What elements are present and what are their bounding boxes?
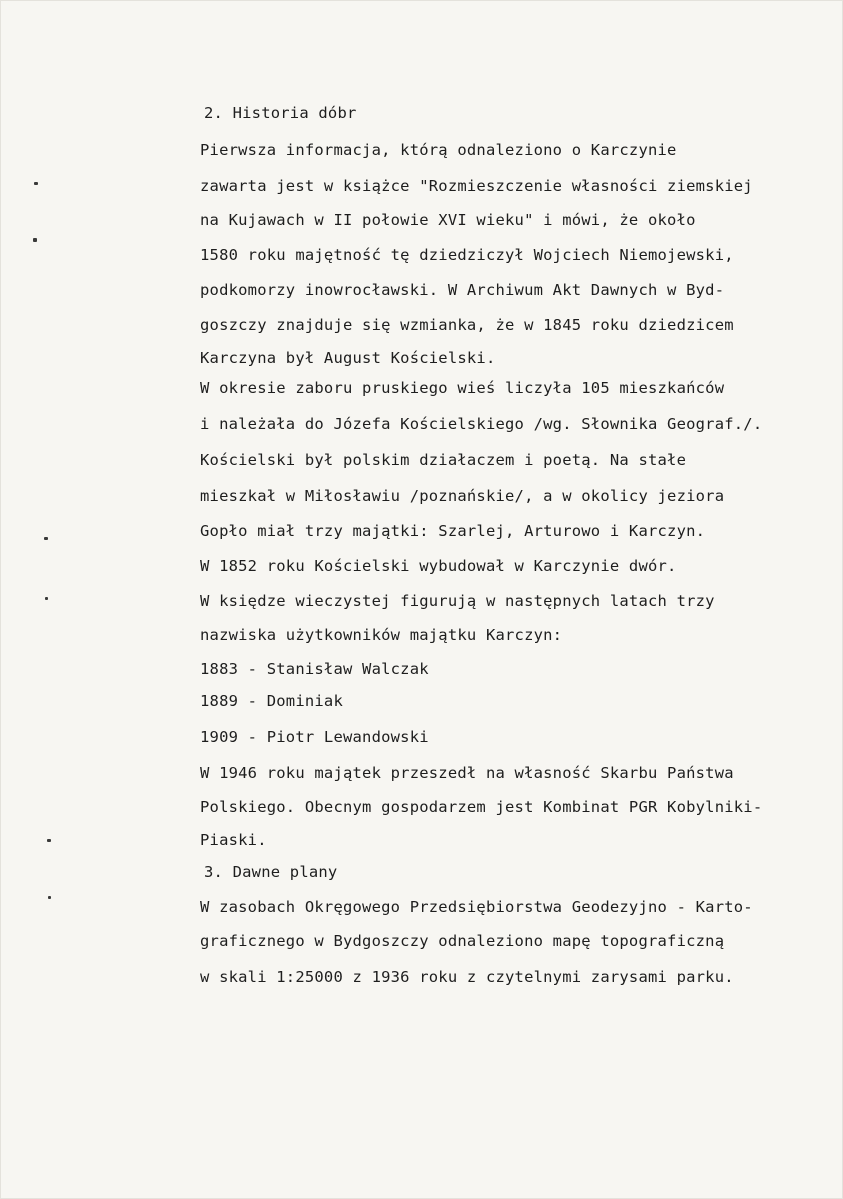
paragraph-line: W zasobach Okręgowego Przedsiębiorstwa Geodezyjno - Karto- <box>200 898 753 916</box>
paragraph-line: Pierwsza informacja, którą odnaleziono o Karczynie <box>200 141 677 159</box>
margin-mark <box>34 182 38 185</box>
paragraph-line: i należała do Józefa Kościelskiego /wg. Słownika Geograf./. <box>200 415 763 433</box>
paragraph-line: graficznego w Bydgoszczy odnaleziono mapę topograficzną <box>200 932 725 950</box>
paragraph-line: na Kujawach w II połowie XVI wieku" i mówi, że około <box>200 211 696 229</box>
section-heading-old-plans: 3. Dawne plany <box>204 863 338 881</box>
paragraph-line: W okresie zaboru pruskiego wieś liczyła 105 mieszkańców <box>200 379 725 397</box>
margin-mark <box>45 597 48 600</box>
margin-mark <box>33 238 37 242</box>
paragraph-line: Polskiego. Obecnym gospodarzem jest Kombinat PGR Kobylniki- <box>200 798 763 816</box>
paragraph-line: goszczy znajduje się wzmianka, że w 1845 roku dziedzicem <box>200 316 734 334</box>
paragraph-line: W 1852 roku Kościelski wybudował w Karczynie dwór. <box>200 557 677 575</box>
paragraph-line: podkomorzy inowrocławski. W Archiwum Akt Dawnych w Byd- <box>200 281 725 299</box>
paragraph-line: W 1946 roku majątek przeszedł na własność Skarbu Państwa <box>200 764 734 782</box>
paragraph-line: Kościelski był polskim działaczem i poetą. Na stałe <box>200 451 687 469</box>
margin-mark <box>47 839 51 842</box>
paragraph-line: Piaski. <box>200 831 267 849</box>
paragraph-line: Gopło miał trzy majątki: Szarlej, Arturowo i Karczyn. <box>200 522 706 540</box>
paragraph-line: zawarta jest w książce "Rozmieszczenie własności ziemskiej <box>200 177 753 195</box>
paragraph-line: w skali 1:25000 z 1936 roku z czytelnymi zarysami parku. <box>200 968 734 986</box>
paragraph-line: 1580 roku majętność tę dziedziczył Wojciech Niemojewski, <box>200 246 734 264</box>
paragraph-line: W księdze wieczystej figurują w następnych latach trzy <box>200 592 715 610</box>
owner-list-item: 1909 - Piotr Lewandowski <box>200 728 429 746</box>
owner-list-item: 1883 - Stanisław Walczak <box>200 660 429 678</box>
paragraph-line: nazwiska użytkowników majątku Karczyn: <box>200 626 563 644</box>
paragraph-line: Karczyna był August Kościelski. <box>200 349 496 367</box>
paragraph-line: mieszkał w Miłosławiu /poznańskie/, a w okolicy jeziora <box>200 487 725 505</box>
section-heading-history: 2. Historia dóbr <box>204 104 357 122</box>
owner-list-item: 1889 - Dominiak <box>200 692 343 710</box>
margin-mark <box>48 896 51 899</box>
margin-mark <box>44 537 48 540</box>
